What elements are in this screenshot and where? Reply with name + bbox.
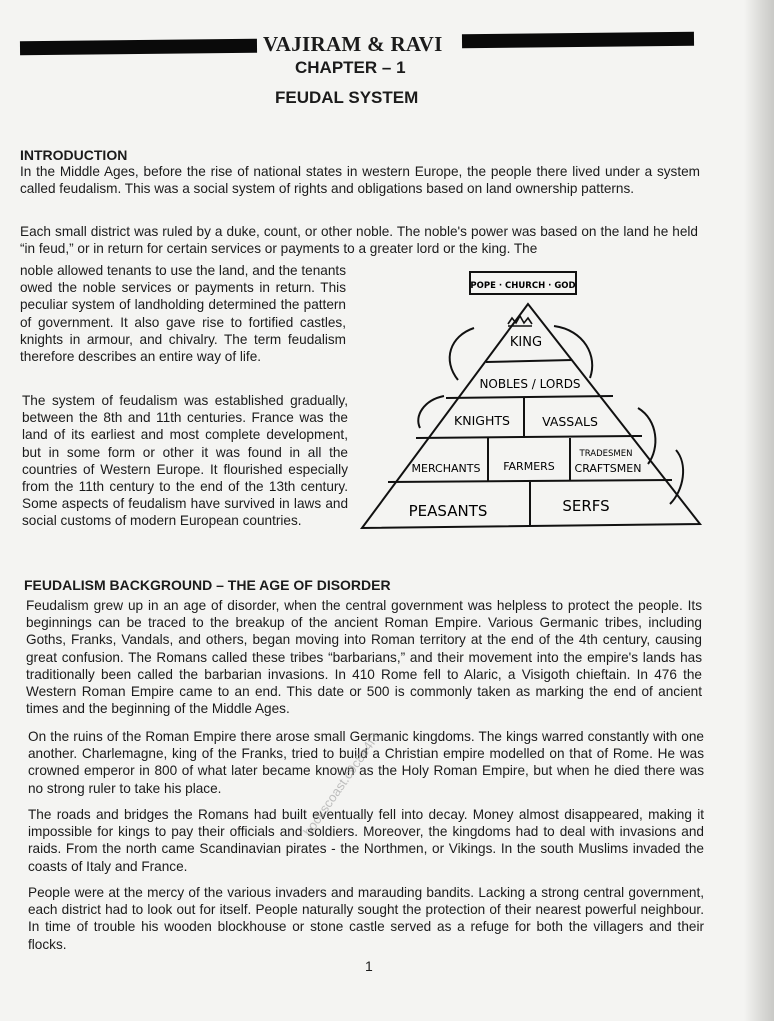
feudal-pyramid-diagram xyxy=(358,268,710,536)
chapter-label: CHAPTER – 1 xyxy=(295,58,406,77)
tier-line-4 xyxy=(388,480,672,482)
page-edge-shadow xyxy=(744,0,774,1021)
intro-paragraph-2: Each small district was ruled by a duke, count, or other noble. The noble's power was based on the land he held “in feud,” or in return for certain services or payments to a greater lord or the king. The xyxy=(20,224,698,257)
brand-title: VAJIRAM & RAVI xyxy=(263,32,443,56)
background-paragraph-4: People were at the mercy of the various invaders and marauding bandits. Lacking a strong central government, each district had to look out for itself. People naturally sought the protection of their nearest powerful neighbour. In time of trouble his wooden blockhouse or stone castle served as a refuge for both the villagers and their flocks. xyxy=(28,885,704,952)
tier-craftsmen: CRAFTSMEN xyxy=(574,462,642,475)
watermark-text: bookscoast.c9c8e4f3 xyxy=(300,729,383,839)
tier-knights: KNIGHTS xyxy=(454,413,510,428)
feudal-pyramid-svg xyxy=(358,268,710,536)
intro-paragraph-2-continued: noble allowed tenants to use the land, and the tenants owed the noble services or payments in return. This peculiar system of landholding determined the pattern of government. It also gave rise to fortified castles, knights in armour, and chivalry. The term feudalism therefore describes an entire way of life. xyxy=(20,263,346,365)
tier-line-2 xyxy=(446,396,613,398)
tier-vassals: VASSALS xyxy=(542,414,598,429)
header-rule-right xyxy=(462,32,694,48)
tier-serfs: SERFS xyxy=(562,497,610,515)
tier-line-3 xyxy=(416,436,642,438)
background-paragraph-2: On the ruins of the Roman Empire there arose small Germanic kingdoms. The kings warred constantly with one another. Charlemagne, king of the Franks, tried to build a Christian empire modelled on that of Rome. He was crowned emperor in 800 of what later became known as the Holy Roman Empire, but when he died there was no strong ruler to take his place. xyxy=(28,729,704,796)
background-paragraph-3: The roads and bridges the Romans had built eventually fell into decay. Money almost disappeared, making it impossible for kings to pay their officials and soldiers. Moreover, the kingdoms had to deal with invasions and raids. From the north came Scandinavian pirates - the Northmen, or Vikings. In the south Muslims invaded the coasts of Italy and France. xyxy=(28,807,704,874)
background-heading: FEUDALISM BACKGROUND – THE AGE OF DISORDER xyxy=(24,577,391,593)
intro-paragraph-1: In the Middle Ages, before the rise of national states in western Europe, the people there lived under a system called feudalism. This was a social system of rights and obligations based on land ownership patterns. xyxy=(20,164,700,197)
tier-line-1 xyxy=(486,360,572,362)
header-rule-left xyxy=(20,39,257,55)
document-header xyxy=(20,28,695,62)
intro-paragraph-3: The system of feudalism was established gradually, between the 8th and 11th centuries. France was the land of its earliest and most complete development, but in some form or other it was found in all the countries of Western Europe. It flourished especially from the 11th century to the end of the 13th century. Some aspects of feudalism have survived in laws and social customs of modern European countries. xyxy=(22,393,348,529)
background-paragraph-1: Feudalism grew up in an age of disorder, when the central government was helpless to protect the people. Its beginnings can be traced to the breakup of the ancient Roman Empire. Various Germanic tribes, including Goths, Franks, Vandals, and others, began moving into Roman territory at the end of the 4th century, causing great confusion. The Romans called these tribes “barbarians,” and their movement into the empire's lands has traditionally been called the barbarian invasions. In 410 Rome fell to Alaric, a Visigoth chieftain. In 476 the Western Roman Empire came to an end. This date or 500 is commonly taken as marking the end of ancient times and the beginning of the Middle Ages. xyxy=(26,598,702,717)
tier-farmers: FARMERS xyxy=(503,460,555,473)
page-number: 1 xyxy=(365,958,373,974)
crown-icon xyxy=(508,316,532,324)
arrow-curve-5 xyxy=(670,450,683,504)
tier-king: KING xyxy=(509,335,543,350)
top-box-label: POPE · CHURCH · GOD xyxy=(470,281,576,291)
arrow-curve-3 xyxy=(554,326,592,378)
tier-merchants: MERCHANTS xyxy=(411,462,481,475)
chapter-title: FEUDAL SYSTEM xyxy=(275,88,419,107)
arrow-curve-1 xyxy=(450,328,474,380)
tier-peasants: PEASANTS xyxy=(408,502,488,520)
introduction-heading: INTRODUCTION xyxy=(20,147,128,163)
tier-tradesmen: TRADESMEN xyxy=(579,449,633,459)
tier-nobles: NOBLES / LORDS xyxy=(479,377,581,391)
